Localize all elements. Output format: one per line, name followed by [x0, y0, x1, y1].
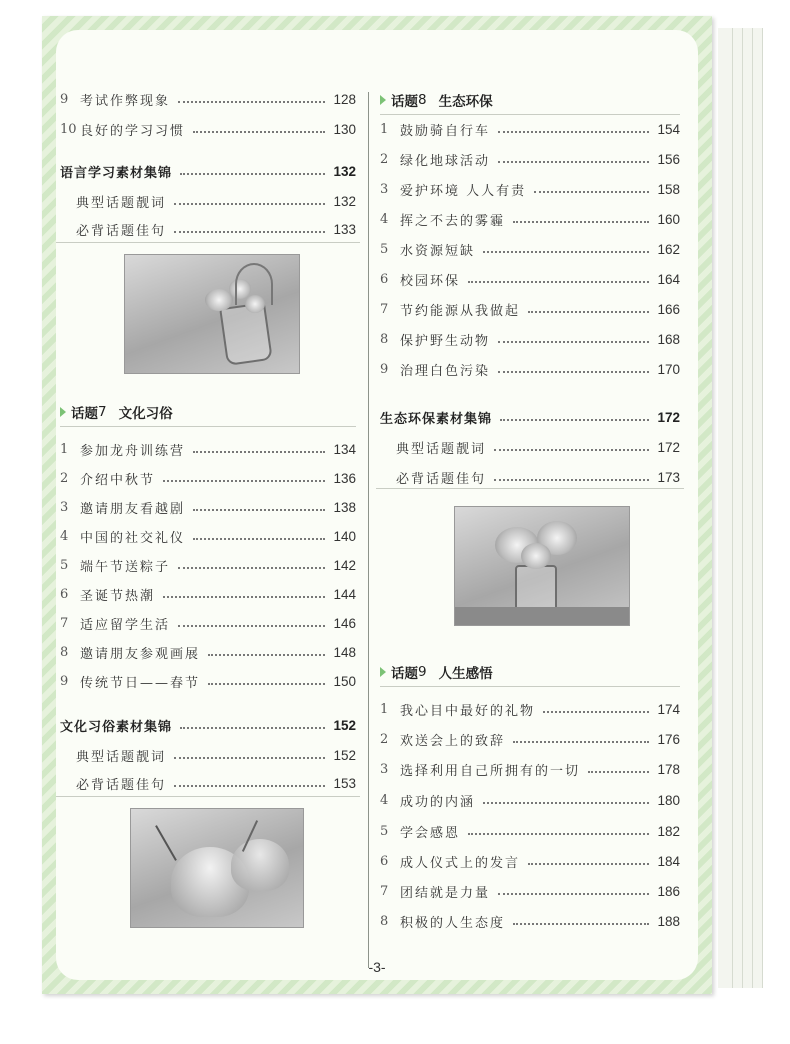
- dot-leader: [494, 449, 649, 451]
- triangle-icon: [380, 95, 386, 105]
- entry-page-number: 173: [657, 469, 680, 485]
- entry-number: 5: [60, 557, 69, 573]
- dot-leader: [193, 538, 325, 540]
- dot-leader: [498, 371, 649, 373]
- entry-page-number: 142: [333, 557, 356, 573]
- entry-page-number: 138: [333, 499, 356, 515]
- dot-leader: [178, 101, 325, 103]
- entry-page-number: 174: [657, 701, 680, 717]
- dot-leader: [543, 711, 649, 713]
- entry-page-number: 158: [657, 181, 680, 197]
- toc-entry[interactable]: [60, 641, 356, 663]
- dot-leader: [513, 923, 649, 925]
- entry-title: 文化习俗素材集锦: [60, 719, 173, 735]
- entry-page-number: 188: [657, 913, 680, 929]
- entry-page-number: 168: [657, 331, 680, 347]
- entry-title: 积极的人生态度: [400, 915, 506, 931]
- entry-page-number: 166: [657, 301, 680, 317]
- entry-page-number: 162: [657, 241, 680, 257]
- toc-entry[interactable]: [380, 148, 680, 170]
- entry-number: 5: [380, 823, 389, 839]
- toc-entry[interactable]: [380, 178, 680, 200]
- topic-underline: [60, 426, 356, 427]
- entry-page-number: 160: [657, 211, 680, 227]
- topic-text: 人生感悟: [438, 666, 493, 682]
- entry-title: 我心目中最好的礼物: [400, 703, 536, 719]
- toc-entry[interactable]: [380, 880, 680, 902]
- teacup-photo: [130, 808, 304, 928]
- entry-title: 邀请朋友看越剧: [80, 501, 186, 517]
- toc-entry[interactable]: [60, 612, 356, 634]
- flower-basket-photo: [124, 254, 300, 374]
- entry-title: 保护野生动物: [400, 333, 491, 349]
- toc-panel: [56, 30, 698, 980]
- entry-title: 校园环保: [400, 273, 461, 289]
- page-stack-edge: [718, 28, 733, 988]
- entry-number: 9: [380, 361, 389, 377]
- entry-title: 圣诞节热潮: [80, 588, 156, 604]
- entry-number: 8: [418, 92, 427, 108]
- entry-title: 治理白色污染: [400, 363, 491, 379]
- entry-title: 中国的社交礼仪: [80, 530, 186, 546]
- topic-underline: [380, 686, 680, 687]
- dot-leader: [483, 802, 649, 804]
- toc-entry[interactable]: [380, 466, 680, 488]
- entry-page-number: 144: [333, 586, 356, 602]
- entry-number: 2: [60, 470, 69, 486]
- dot-leader: [178, 625, 325, 627]
- toc-entry[interactable]: [380, 850, 680, 872]
- entry-title: 欢送会上的致辞: [400, 733, 506, 749]
- entry-number: 7: [98, 404, 107, 420]
- entry-title: 典型话题靓词: [76, 749, 167, 765]
- entry-title: 节约能源从我做起: [400, 303, 521, 319]
- entry-title: 成人仪式上的发言: [400, 855, 521, 871]
- toc-entry[interactable]: [380, 118, 680, 140]
- dot-leader: [193, 509, 325, 511]
- dot-leader: [500, 419, 649, 421]
- entry-title: 生态环保素材集锦: [380, 411, 493, 427]
- toc-entry[interactable]: [60, 583, 356, 605]
- entry-page-number: 178: [657, 761, 680, 777]
- entry-page-number: 154: [657, 121, 680, 137]
- entry-page-number: 156: [657, 151, 680, 167]
- peony-vase-photo: [454, 506, 630, 626]
- toc-entry[interactable]: [60, 438, 356, 460]
- entry-title: 邀请朋友参观画展: [80, 646, 201, 662]
- entry-number: 7: [380, 301, 389, 317]
- entry-number: 3: [380, 761, 389, 777]
- entry-title: 参加龙舟训练营: [80, 443, 186, 459]
- entry-title: 必背话题佳句: [76, 223, 167, 239]
- entry-number: 7: [60, 615, 69, 631]
- dot-leader: [193, 451, 325, 453]
- page-number: -3-: [368, 959, 386, 975]
- dot-leader: [498, 131, 649, 133]
- dot-leader: [498, 161, 649, 163]
- entry-number: 4: [380, 792, 389, 808]
- entry-title: 鼓励骑自行车: [400, 123, 491, 139]
- entry-page-number: 182: [657, 823, 680, 839]
- dot-leader: [174, 231, 325, 233]
- toc-entry[interactable]: [60, 525, 356, 547]
- entry-number: 1: [380, 701, 389, 717]
- topic-text: 话题: [391, 666, 418, 682]
- toc-group-heading[interactable]: [60, 714, 356, 736]
- entry-title: 考试作弊现象: [80, 93, 171, 109]
- dot-leader: [498, 893, 649, 895]
- toc-entry[interactable]: [60, 744, 356, 766]
- dot-leader: [178, 567, 325, 569]
- toc-entry[interactable]: [380, 436, 680, 458]
- topic-heading-8[interactable]: [380, 88, 680, 112]
- dot-leader: [498, 341, 649, 343]
- entry-page-number: 152: [333, 717, 356, 733]
- entry-page-number: 132: [333, 193, 356, 209]
- entry-number: 4: [380, 211, 389, 227]
- topic-text: 生态环保: [438, 94, 493, 110]
- toc-entry[interactable]: [60, 467, 356, 489]
- toc-entry[interactable]: [380, 298, 680, 320]
- entry-page-number: 172: [657, 439, 680, 455]
- entry-page-number: 176: [657, 731, 680, 747]
- dot-leader: [528, 863, 649, 865]
- entry-page-number: 132: [333, 163, 356, 179]
- entry-number: 3: [380, 181, 389, 197]
- entry-number: 6: [380, 271, 389, 287]
- entry-number: 9: [418, 664, 427, 680]
- entry-title: 必背话题佳句: [396, 471, 487, 487]
- dot-leader: [180, 173, 325, 175]
- dot-leader: [468, 833, 649, 835]
- topic-underline: [380, 114, 680, 115]
- dot-leader: [534, 191, 649, 193]
- dot-leader: [208, 683, 325, 685]
- entry-number: 1: [60, 441, 69, 457]
- dot-leader: [483, 251, 649, 253]
- entry-page-number: 133: [333, 221, 356, 237]
- entry-title: 适应留学生活: [80, 617, 171, 633]
- toc-entry[interactable]: [60, 118, 356, 140]
- entry-number: 10: [60, 121, 77, 137]
- entry-page-number: 153: [333, 775, 356, 791]
- entry-page-number: 134: [333, 441, 356, 457]
- entry-title: 语言学习素材集锦: [60, 165, 173, 181]
- toc-entry[interactable]: [60, 670, 356, 692]
- toc-entry[interactable]: [380, 208, 680, 230]
- entry-page-number: 186: [657, 883, 680, 899]
- toc-entry[interactable]: [60, 218, 356, 240]
- entry-title: 水资源短缺: [400, 243, 476, 259]
- entry-number: 2: [380, 151, 389, 167]
- column-divider: [368, 92, 369, 968]
- toc-entry[interactable]: [380, 728, 680, 750]
- entry-page-number: 170: [657, 361, 680, 377]
- toc-group-heading[interactable]: [380, 406, 680, 428]
- triangle-icon: [380, 667, 386, 677]
- dot-leader: [208, 654, 325, 656]
- book-page: [42, 16, 712, 994]
- entry-page-number: 136: [333, 470, 356, 486]
- toc-entry[interactable]: [380, 820, 680, 842]
- entry-page-number: 146: [333, 615, 356, 631]
- entry-number: 2: [380, 731, 389, 747]
- triangle-icon: [60, 407, 66, 417]
- entry-title: 挥之不去的雾霾: [400, 213, 506, 229]
- dot-leader: [528, 311, 649, 313]
- toc-entry[interactable]: [60, 554, 356, 576]
- entry-title: 学会感恩: [400, 825, 461, 841]
- entry-title: 成功的内涵: [400, 794, 476, 810]
- dot-leader: [174, 757, 325, 759]
- entry-page-number: 128: [333, 91, 356, 107]
- entry-number: 8: [380, 331, 389, 347]
- entry-number: 6: [380, 853, 389, 869]
- entry-number: 5: [380, 241, 389, 257]
- entry-number: 9: [60, 91, 69, 107]
- entry-title: 爱护环境 人人有责: [400, 183, 527, 199]
- entry-number: 1: [380, 121, 389, 137]
- entry-title: 典型话题靓词: [76, 195, 167, 211]
- topic-text: 话题: [71, 406, 98, 422]
- entry-page-number: 172: [657, 409, 680, 425]
- entry-number: 8: [380, 913, 389, 929]
- toc-entry[interactable]: [380, 238, 680, 260]
- topic-heading-9[interactable]: [380, 660, 680, 684]
- entry-page-number: 152: [333, 747, 356, 763]
- entry-page-number: 164: [657, 271, 680, 287]
- dot-leader: [513, 221, 649, 223]
- entry-title: 良好的学习习惯: [80, 123, 186, 139]
- dot-leader: [180, 727, 325, 729]
- entry-page-number: 140: [333, 528, 356, 544]
- toc-entry[interactable]: [380, 789, 680, 811]
- dot-leader: [163, 596, 325, 598]
- dot-leader: [468, 281, 649, 283]
- entry-number: 7: [380, 883, 389, 899]
- dot-leader: [494, 479, 649, 481]
- toc-entry[interactable]: [380, 698, 680, 720]
- entry-number: 8: [60, 644, 69, 660]
- entry-page-number: 148: [333, 644, 356, 660]
- entry-page-number: 130: [333, 121, 356, 137]
- toc-entry[interactable]: [60, 772, 356, 794]
- toc-entry[interactable]: [60, 88, 356, 110]
- entry-number: 9: [60, 673, 69, 689]
- entry-number: 6: [60, 586, 69, 602]
- entry-page-number: 180: [657, 792, 680, 808]
- entry-title: 选择利用自己所拥有的一切: [400, 763, 581, 779]
- entry-title: 典型话题靓词: [396, 441, 487, 457]
- toc-group-heading[interactable]: [60, 160, 356, 182]
- topic-text: 文化习俗: [118, 406, 173, 422]
- toc-entry[interactable]: [380, 758, 680, 780]
- entry-title: 传统节日——春节: [80, 675, 201, 691]
- toc-entry[interactable]: [380, 268, 680, 290]
- dot-leader: [193, 131, 325, 133]
- dot-leader: [588, 771, 649, 773]
- toc-entry[interactable]: [60, 496, 356, 518]
- entry-number: 3: [60, 499, 69, 515]
- topic-text: 话题: [391, 94, 418, 110]
- dot-leader: [174, 785, 325, 787]
- toc-entry[interactable]: [380, 910, 680, 932]
- toc-entry[interactable]: [60, 190, 356, 212]
- topic-heading-7[interactable]: [60, 400, 356, 424]
- toc-entry[interactable]: [380, 358, 680, 380]
- entry-title: 必背话题佳句: [76, 777, 167, 793]
- entry-title: 绿化地球活动: [400, 153, 491, 169]
- toc-entry[interactable]: [380, 328, 680, 350]
- entry-page-number: 150: [333, 673, 356, 689]
- dot-leader: [513, 741, 649, 743]
- entry-title: 介绍中秋节: [80, 472, 156, 488]
- entry-title: 端午节送粽子: [80, 559, 171, 575]
- entry-title: 团结就是力量: [400, 885, 491, 901]
- dot-leader: [174, 203, 325, 205]
- dot-leader: [163, 480, 325, 482]
- entry-number: 4: [60, 528, 69, 544]
- entry-page-number: 184: [657, 853, 680, 869]
